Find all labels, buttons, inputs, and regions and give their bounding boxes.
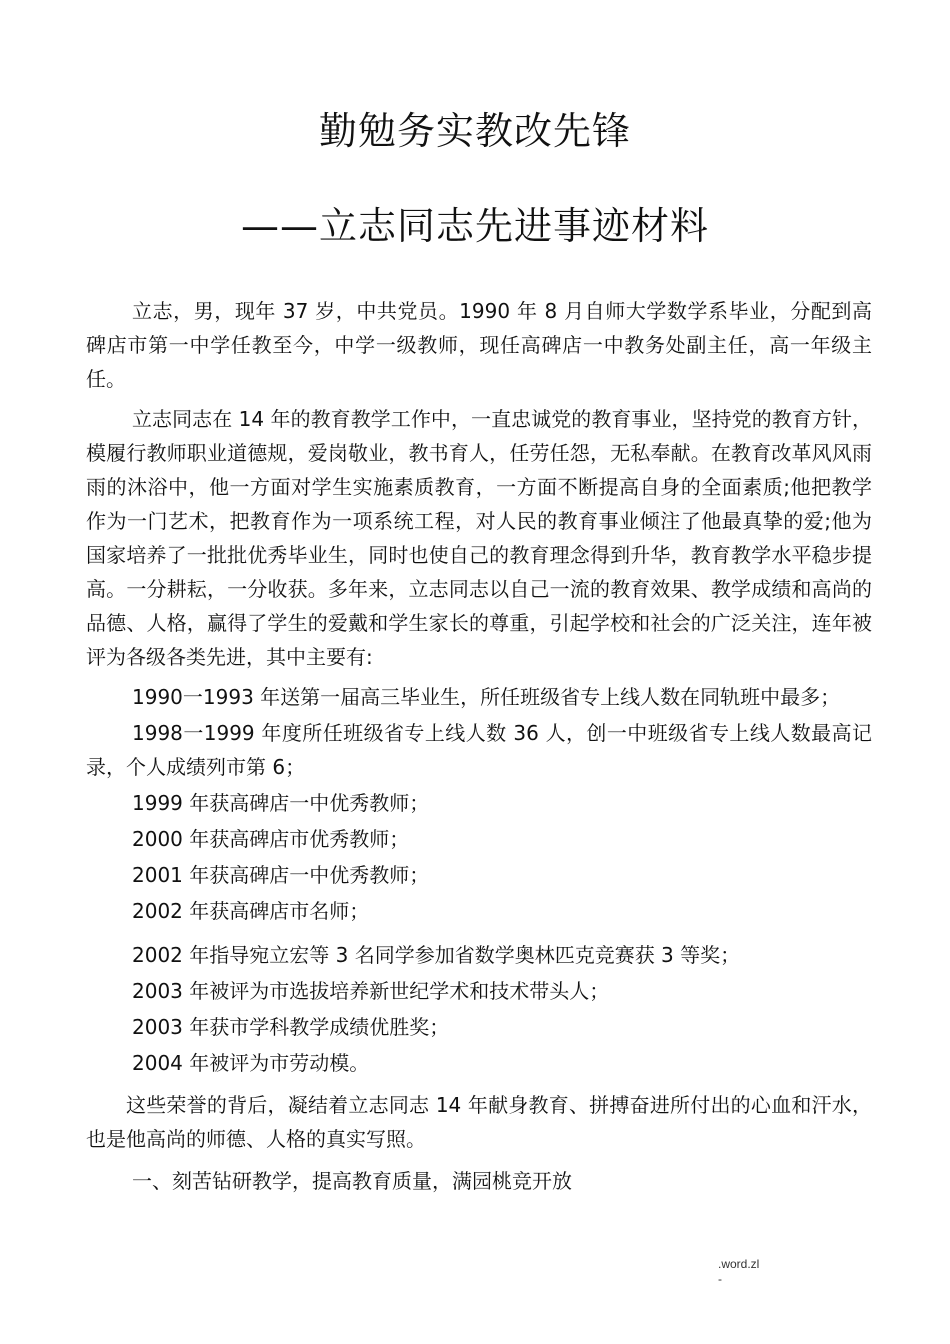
honor-item: 2002 年获高碑店市名师； bbox=[132, 899, 370, 923]
honor-item: 2002 年指导宛立宏等 3 名同学参加省数学奥林匹克竞赛获 3 等奖； bbox=[132, 943, 741, 967]
honor-item: 2001 年获高碑店一中优秀教师； bbox=[132, 863, 430, 887]
footer bbox=[718, 1257, 759, 1287]
achievement-item: 1990一1993 年送第一届高三毕业生，所任班级省专上线人数在同轨班中最多； bbox=[132, 685, 841, 709]
honor-item: 2000 年获高碑店市优秀教师； bbox=[132, 827, 410, 851]
section-heading: 一、刻苦钻研教学，提高教育质量，满园桃竞开放 bbox=[132, 1169, 572, 1193]
honor-item: 2003 年获市学科教学成绩优胜奖； bbox=[132, 1015, 450, 1039]
footer-dash: - bbox=[718, 1272, 722, 1286]
footer-watermark: .word.zl bbox=[718, 1257, 760, 1271]
achievement-block bbox=[86, 680, 872, 714]
section-block bbox=[86, 1164, 872, 1198]
document-subtitle: ——立志同志先进事迹材料 bbox=[240, 204, 709, 248]
honor-item: 2004 年被评为市劳动模。 bbox=[132, 1051, 370, 1075]
honor-list bbox=[86, 786, 872, 1082]
achievement-block bbox=[86, 716, 872, 784]
body-paragraph bbox=[86, 402, 872, 674]
document-title: 勤勉务实教改先锋 bbox=[318, 109, 631, 153]
career-paragraph: 立志同志在 14 年的教育教学工作中，一直忠诚党的教育事业，坚持党的教育方针，模履行教师职业道德规，爱岗敬业，教书育人，任劳任怨，无私奉献。在教育改革风风雨雨的沐浴中，他一方面对学生实施素质教育，一方面不断提高自身的全面素质;他把教学作为一门艺术，把教育作为一项系统工程，对人民的教育事业倾注了他最真挚的爱;他为国家培养了一批批优秀毕业生，同时也使自己的教育理念得到升华，教育教学水平稳步提高。一分耕耘，一分收获。多年来，立志同志以自己一流的教育效果、教学成绩和高尚的品德、人格，赢得了学生的爱戴和学生家长的尊重，引起学校和社会的广泛关注，连年被评为各级各类先进，其中主要有: bbox=[86, 407, 872, 669]
body-paragraph bbox=[86, 294, 872, 396]
honor-item: 1999 年获高碑店一中优秀教师； bbox=[132, 791, 430, 815]
intro-paragraph: 立志，男，现年 37 岁，中共党员。1990 年 8 月自师大学数学系毕业，分配到高碑店市第一中学任教至今，中学一级教师，现任高碑店一中教务处副主任，高一年级主任。 bbox=[86, 299, 872, 391]
closing-paragraph: 这些荣誉的背后，凝结着立志同志 14 年献身教育、拼搏奋进所付出的心血和汗水，也是他高尚的师德、人格的真实写照。 bbox=[86, 1093, 872, 1151]
closing-block bbox=[86, 1088, 872, 1156]
honor-item: 2003 年被评为市选拔培养新世纪学术和技术带头人； bbox=[132, 979, 610, 1003]
achievement-item: 1998一1999 年度所任班级省专上线人数 36 人，创一中班级省专上线人数最高记录，个人成绩列市第 6； bbox=[86, 721, 872, 779]
